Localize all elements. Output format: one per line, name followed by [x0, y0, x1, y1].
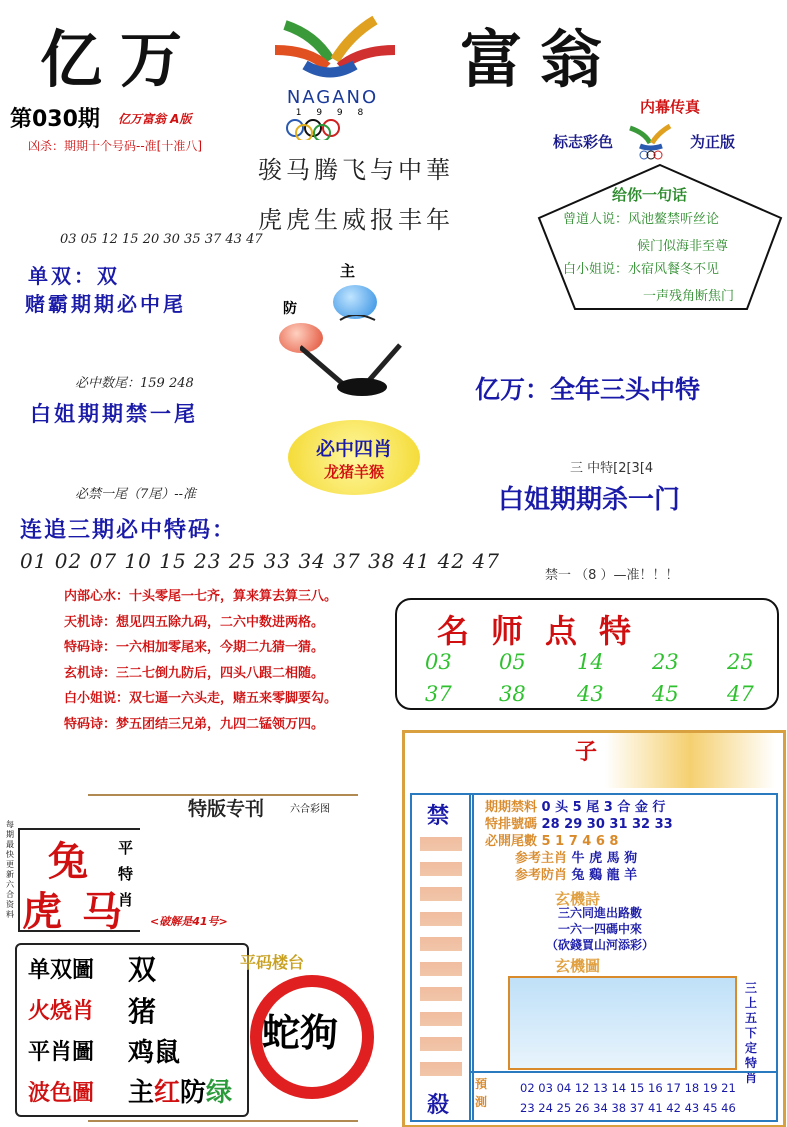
red-poem-line: 天机诗：想见四五除九码，二六中数进两格。 [64, 614, 325, 630]
odd-even: 单双：双 [28, 264, 120, 288]
grid-label: 火烧肖 [28, 999, 95, 1024]
zodiac-animals-icon [420, 831, 462, 1086]
olympic-rings-icon [255, 118, 410, 140]
master-number: 03 [425, 650, 452, 674]
four-zodiac-badge: 必中四肖 龙猪羊猴 [288, 420, 420, 495]
master-number: 14 [577, 650, 604, 674]
nagano-logo: NAGANO 1 9 9 8 [255, 5, 410, 130]
chase-title: 连追三期必中特码： [20, 518, 237, 543]
pentagon-line: 候门似海非至尊 [637, 239, 729, 254]
grid-label: 平肖圖 [28, 1040, 95, 1065]
tail-numbers: 必中数尾：159 248 [75, 376, 194, 391]
slogan: 亿万：全年三头中特 [475, 375, 701, 404]
title-right: 富翁 [460, 23, 621, 96]
issue-number: 第030期 [10, 107, 100, 132]
ban-tail: 白姐期期禁一尾 [30, 402, 198, 426]
red-poem-line: 内部心水：十头零尾一七齐，算来算去算三八。 [64, 589, 338, 604]
bottom-left-panel: 特版专刊 六合彩图 每期最快更新六合资料 兔 虎 马 平特肖 <破解是41号> 单双圖 火烧肖 平肖圖 波色圖 双 猪 鸡鼠 主红防绿 平码楼台 蛇狗 [0, 780, 400, 1127]
main-ball-icon [333, 285, 377, 319]
fax-left: 标志彩色 [553, 133, 614, 151]
red-poems [64, 584, 337, 737]
master-number: 25 [727, 650, 754, 674]
grid-label: 波色圖 [28, 1081, 95, 1106]
flower-logo-icon [255, 5, 410, 85]
poem-line-1: 骏马腾飞与中華 [258, 156, 454, 184]
master-number: 23 [652, 650, 679, 674]
master-number: 45 [652, 682, 679, 706]
small-logo-icon [620, 118, 680, 160]
three-special: 三 中特[2[3[4 [570, 461, 654, 476]
grid-label: 单双圖 [28, 958, 95, 983]
bottom-right-panel: 子 禁 殺 期期禁料 0 头 5 尾 3 合 金 行 特排號碼 28 29 30 31 32 33 必開尾數 5 1 7 4 6 8 参考主肖 牛 虎 馬 狗 参考防肖 兔 鷄 龍 羊 玄機詩 三六同進出路數 一六一四碼中來 （砍錢買山河添彩） 玄機圖 三上五下定特肖 預測 02 03 04 12 13 14 15 16 17 18 19 21 23 24 25 26 34 38 37 41 42 43 45 46 [402, 730, 786, 1127]
master-number: 43 [577, 682, 604, 706]
master-number: 37 [425, 682, 452, 706]
red-poem-line: 特码诗：梦五团结三兄弟，九四二锰领万四。 [64, 716, 325, 732]
tail-title: 赌霸期期必中尾 [25, 292, 186, 316]
dragon-decoration-icon [605, 733, 775, 788]
ban-one: 禁一 （8 ）—准！！！ [545, 568, 679, 583]
poem-line-2: 虎虎生威报丰年 [258, 206, 454, 234]
pentagon-line: 白小姐说：水宿风餐冬不见 [563, 262, 720, 277]
claim: 凶杀：期期十个号码--准[十准八] [28, 139, 203, 153]
balance-stand-icon [300, 315, 410, 400]
pentagon-line: 一声残角断焦门 [643, 289, 735, 304]
kill-door: 白姐期期杀一门 [498, 485, 681, 515]
master-number: 05 [499, 650, 526, 674]
master-number: 38 [499, 682, 526, 706]
master-number: 47 [727, 682, 754, 706]
main-label: 主 [340, 262, 356, 280]
chase-numbers: 01 02 07 10 15 23 25 33 34 37 38 41 42 47 [20, 549, 500, 573]
pentagon-line: 曾道人说：风池鳌禁听丝论 [563, 212, 720, 227]
title-left: 亿万 [40, 23, 201, 96]
red-poem-line: 白小姐说：双七逼一六头走，赌五来零脚要勾。 [64, 691, 338, 706]
red-poem-line: 特码诗：一六相加零尾来，今期二九猜一猜。 [64, 640, 325, 655]
riddle-map-image [508, 976, 737, 1070]
left-numbers: 03 05 12 15 20 30 35 37 43 47 [60, 232, 263, 247]
red-poem-line: 玄机诗：三二七倒九防后，四头八跟二相随。 [64, 665, 325, 681]
pentagon-title: 给你一句话 [612, 186, 688, 204]
fax-title: 内幕传真 [640, 98, 701, 116]
master-box: 名师点特 03 05 14 23 25 37 38 43 45 47 [395, 598, 779, 710]
ban-note: 必禁一尾（7尾）--准 [75, 487, 197, 502]
edition: 亿万富翁 A版 [118, 112, 192, 126]
guard-label: 防 [283, 301, 297, 317]
fax-right: 为正版 [690, 133, 736, 151]
